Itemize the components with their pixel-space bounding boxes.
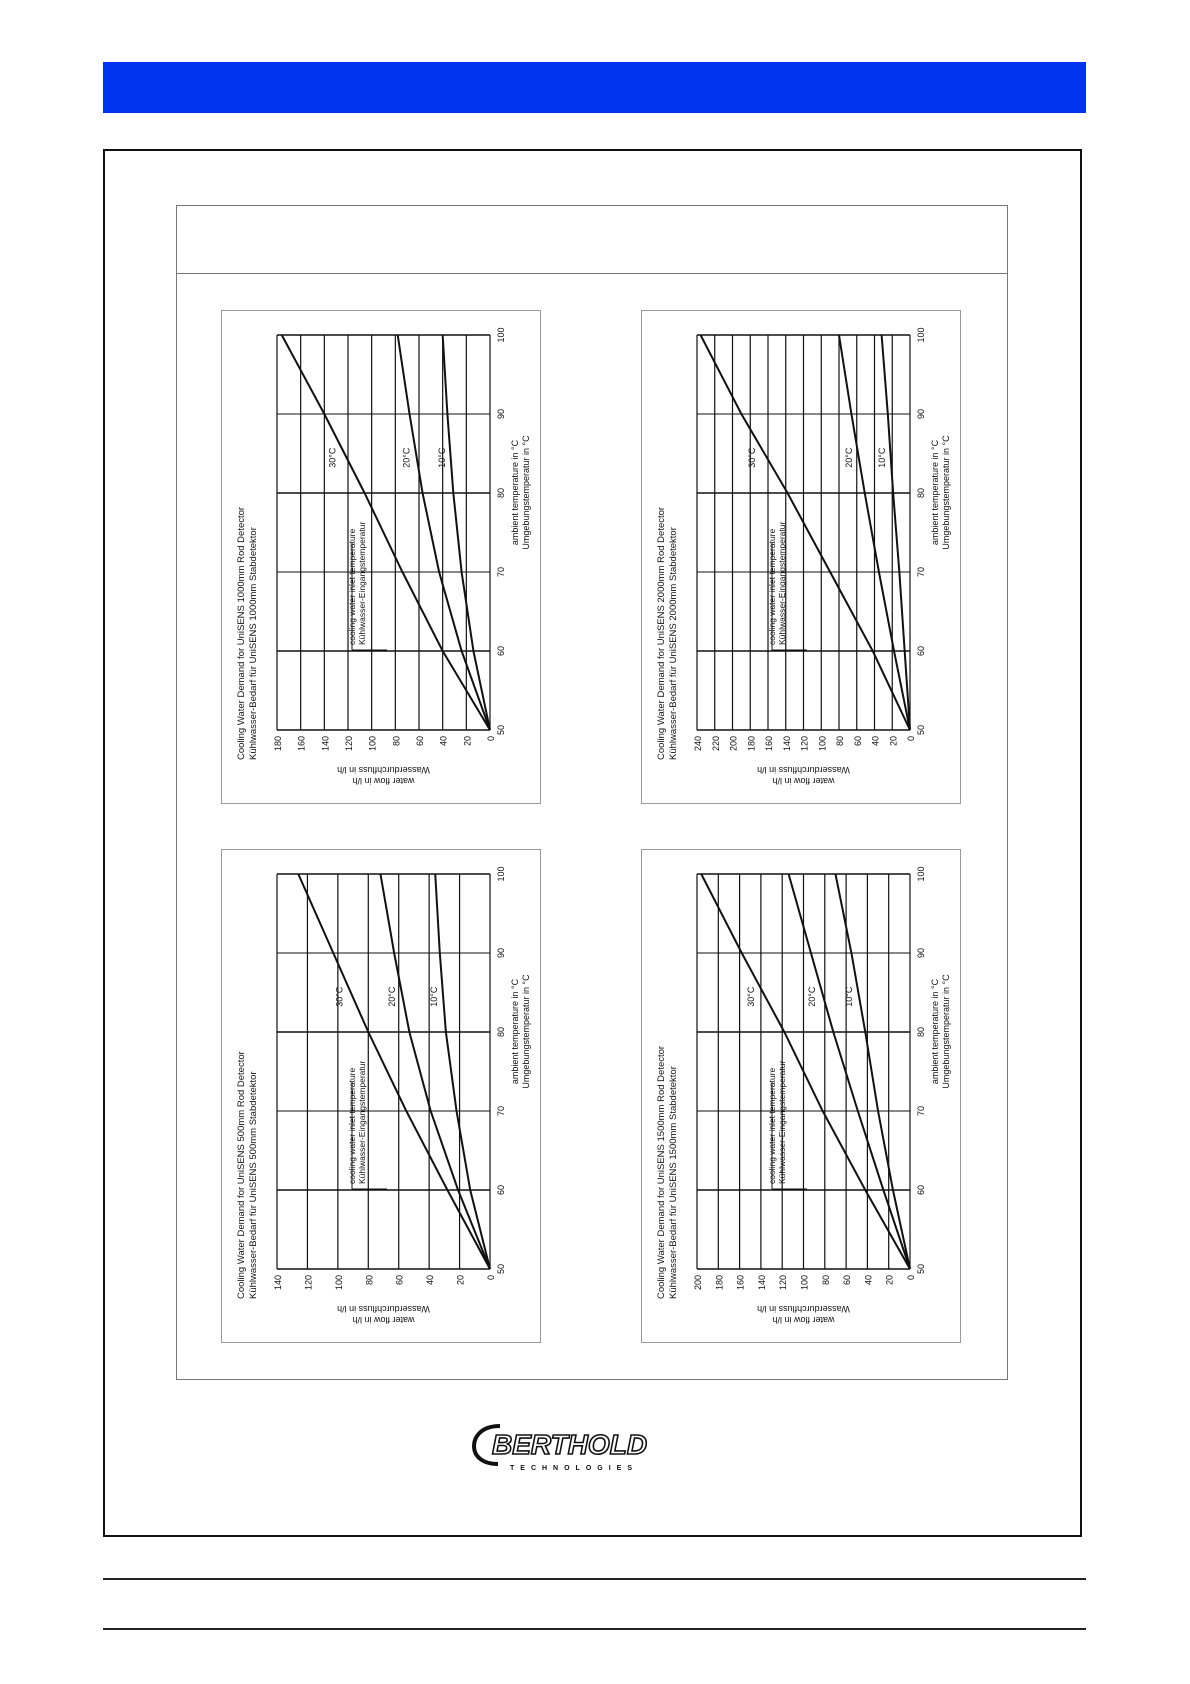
y-tick-label: 100 xyxy=(817,736,828,752)
legend-line-1: cooling water inlet temperature xyxy=(347,1067,357,1184)
panel-divider xyxy=(176,273,1008,274)
berthold-logo xyxy=(470,1418,710,1474)
y-axis-label: water flow in l/h xyxy=(352,776,415,786)
x-axis-label: ambient temperature in °C xyxy=(510,439,520,546)
series-label: 10°C xyxy=(876,447,887,468)
y-tick-label: 20 xyxy=(462,736,473,747)
y-axis-label-de: Wasserdurchfluss in l/h xyxy=(337,1304,430,1314)
y-tick-label: 80 xyxy=(364,1275,375,1286)
y-axis-label-de: Wasserdurchfluss in l/h xyxy=(757,765,850,775)
legend-line-2: Kühlwasser-Eingangstemperatur xyxy=(777,521,787,645)
y-tick-label: 60 xyxy=(415,736,425,747)
series-label: 10°C xyxy=(429,986,440,1007)
y-tick-label: 0 xyxy=(486,1275,496,1281)
y-tick-label: 120 xyxy=(344,736,354,752)
chart-card-1500mm xyxy=(641,849,961,1343)
y-tick-label: 120 xyxy=(799,736,810,752)
x-tick-label: 50 xyxy=(496,1263,506,1275)
y-tick-label: 120 xyxy=(303,1275,314,1291)
y-axis-label-group xyxy=(757,765,850,786)
footer-rule-bottom xyxy=(103,1628,1086,1630)
chart-2000mm xyxy=(642,311,962,805)
logo-subtext: TECHNOLOGIES xyxy=(510,1465,639,1472)
y-tick-label: 140 xyxy=(756,1275,767,1291)
series-label: 20°C xyxy=(843,447,854,468)
legend-line-2: Kühlwasser-Eingangstemperatur xyxy=(357,1060,367,1184)
series-label: 30°C xyxy=(746,447,757,468)
series-label: 10°C xyxy=(843,986,854,1007)
x-tick-label: 70 xyxy=(496,566,506,578)
series-line-1 xyxy=(380,874,490,1269)
x-tick-label: 100 xyxy=(496,327,506,343)
x-tick-label: 60 xyxy=(916,1184,926,1196)
chart-subtitle: Kühlwasser-Bedarf für UniSENS 500mm Stabdetektor xyxy=(248,1071,259,1299)
series-line-0 xyxy=(298,874,490,1269)
y-tick-label: 20 xyxy=(884,1275,895,1286)
footer-rule-top xyxy=(103,1578,1086,1580)
y-tick-label: 180 xyxy=(273,736,283,752)
y-axis-label-de: Wasserdurchfluss in l/h xyxy=(337,765,430,775)
y-tick-label: 80 xyxy=(391,736,402,747)
y-axis-label: water flow in l/h xyxy=(352,1315,415,1325)
chart-title: Cooling Water Demand for UniSENS 1000mm Rod Detector xyxy=(236,506,247,760)
y-tick-label: 160 xyxy=(764,736,774,752)
series-line-2 xyxy=(882,335,910,730)
y-tick-label: 40 xyxy=(870,736,881,747)
legend-line-2: Kühlwasser-Eingangstemperatur xyxy=(357,521,367,645)
x-tick-label: 90 xyxy=(916,408,926,420)
y-tick-label: 80 xyxy=(820,1275,831,1286)
y-tick-label: 160 xyxy=(735,1275,746,1291)
chart-card-2000mm xyxy=(641,310,961,804)
x-tick-label: 90 xyxy=(496,947,506,959)
legend-line-2: Kühlwasser-Eingangstemperatur xyxy=(777,1060,787,1184)
y-tick-label: 200 xyxy=(728,736,739,752)
y-tick-label: 140 xyxy=(320,736,331,752)
chart-card-1000mm xyxy=(221,310,541,804)
logo-wordmark: BERTHOLD xyxy=(492,1429,648,1460)
y-axis-label: water flow in l/h xyxy=(772,1315,835,1325)
y-tick-label: 100 xyxy=(799,1275,810,1291)
x-tick-label: 100 xyxy=(496,866,506,882)
y-tick-label: 60 xyxy=(394,1275,405,1286)
chart-1000mm xyxy=(222,311,542,805)
y-tick-label: 20 xyxy=(888,736,899,747)
x-tick-label: 50 xyxy=(496,724,506,736)
x-tick-label: 80 xyxy=(496,487,506,499)
y-tick-label: 220 xyxy=(710,736,721,752)
series-line-1 xyxy=(398,335,490,730)
x-tick-label: 100 xyxy=(916,327,926,343)
x-tick-label: 80 xyxy=(496,1026,506,1038)
series-label: 30°C xyxy=(745,986,756,1007)
x-tick-label: 60 xyxy=(916,645,926,657)
chart-title: Cooling Water Demand for UniSENS 500mm Rod Detector xyxy=(236,1051,247,1299)
x-axis-label-de: Umgebungstemperatur in °C xyxy=(941,974,951,1089)
y-axis-label-group xyxy=(337,1304,430,1325)
y-tick-label: 140 xyxy=(781,736,792,752)
series-label: 10°C xyxy=(436,447,447,468)
y-tick-label: 80 xyxy=(835,736,845,747)
chart-500mm xyxy=(222,850,542,1344)
x-tick-label: 70 xyxy=(916,1105,926,1117)
y-tick-label: 160 xyxy=(296,736,307,752)
y-tick-label: 40 xyxy=(425,1275,436,1286)
series-line-1 xyxy=(789,874,910,1269)
chart-1500mm xyxy=(642,850,962,1344)
x-tick-label: 80 xyxy=(916,1026,926,1038)
y-tick-label: 40 xyxy=(438,736,449,747)
y-tick-label: 180 xyxy=(714,1275,725,1291)
series-line-0 xyxy=(282,335,490,730)
x-tick-label: 60 xyxy=(496,1184,506,1196)
y-tick-label: 140 xyxy=(273,1275,283,1291)
x-axis-label: ambient temperature in °C xyxy=(510,978,520,1085)
y-tick-label: 0 xyxy=(906,1275,916,1281)
series-label: 30°C xyxy=(327,447,338,468)
legend-line-1: cooling water inlet temperature xyxy=(347,528,357,645)
x-axis-label-de: Umgebungstemperatur in °C xyxy=(521,435,531,550)
y-tick-label: 60 xyxy=(842,1275,853,1286)
y-tick-label: 100 xyxy=(367,736,378,752)
chart-title: Cooling Water Demand for UniSENS 2000mm Rod Detector xyxy=(656,506,667,760)
legend-line-1: cooling water inlet temperature xyxy=(767,528,777,645)
y-axis-label-de: Wasserdurchfluss in l/h xyxy=(757,1304,850,1314)
chart-subtitle: Kühlwasser-Bedarf für UniSENS 2000mm Stabdetektor xyxy=(668,527,679,760)
y-tick-label: 60 xyxy=(852,736,863,747)
y-tick-label: 240 xyxy=(693,736,703,752)
y-axis-label-group xyxy=(757,1304,850,1325)
y-axis-label-group xyxy=(337,765,430,786)
series-label: 30°C xyxy=(334,986,345,1007)
x-axis-label-de: Umgebungstemperatur in °C xyxy=(941,435,951,550)
series-label: 20°C xyxy=(387,986,398,1007)
x-tick-label: 100 xyxy=(916,866,926,882)
x-tick-label: 70 xyxy=(916,566,926,578)
x-axis-label-de: Umgebungstemperatur in °C xyxy=(521,974,531,1089)
series-line-2 xyxy=(435,874,490,1269)
y-axis-label: water flow in l/h xyxy=(772,776,835,786)
y-tick-label: 100 xyxy=(333,1275,344,1291)
y-tick-label: 0 xyxy=(906,736,916,742)
x-tick-label: 70 xyxy=(496,1105,506,1117)
chart-card-500mm xyxy=(221,849,541,1343)
chart-subtitle: Kühlwasser-Bedarf für UniSENS 1000mm Stabdetektor xyxy=(248,527,259,760)
chart-subtitle: Kühlwasser-Bedarf für UniSENS 1500mm Stabdetektor xyxy=(668,1066,679,1299)
x-tick-label: 50 xyxy=(916,724,926,736)
x-tick-label: 90 xyxy=(496,408,506,420)
series-label: 20°C xyxy=(401,447,412,468)
x-axis-label: ambient temperature in °C xyxy=(930,439,940,546)
x-axis-label: ambient temperature in °C xyxy=(930,978,940,1085)
legend-line-1: cooling water inlet temperature xyxy=(767,1067,777,1184)
y-tick-label: 180 xyxy=(746,736,757,752)
x-tick-label: 50 xyxy=(916,1263,926,1275)
y-tick-label: 0 xyxy=(486,736,496,742)
x-tick-label: 90 xyxy=(916,947,926,959)
y-tick-label: 20 xyxy=(455,1275,466,1286)
y-tick-label: 40 xyxy=(863,1275,874,1286)
x-tick-label: 60 xyxy=(496,645,506,657)
y-tick-label: 120 xyxy=(778,1275,789,1291)
header-band xyxy=(103,62,1086,113)
series-label: 20°C xyxy=(806,986,817,1007)
y-tick-label: 200 xyxy=(693,1275,703,1291)
chart-title: Cooling Water Demand for UniSENS 1500mm Rod Detector xyxy=(656,1045,667,1299)
x-tick-label: 80 xyxy=(916,487,926,499)
